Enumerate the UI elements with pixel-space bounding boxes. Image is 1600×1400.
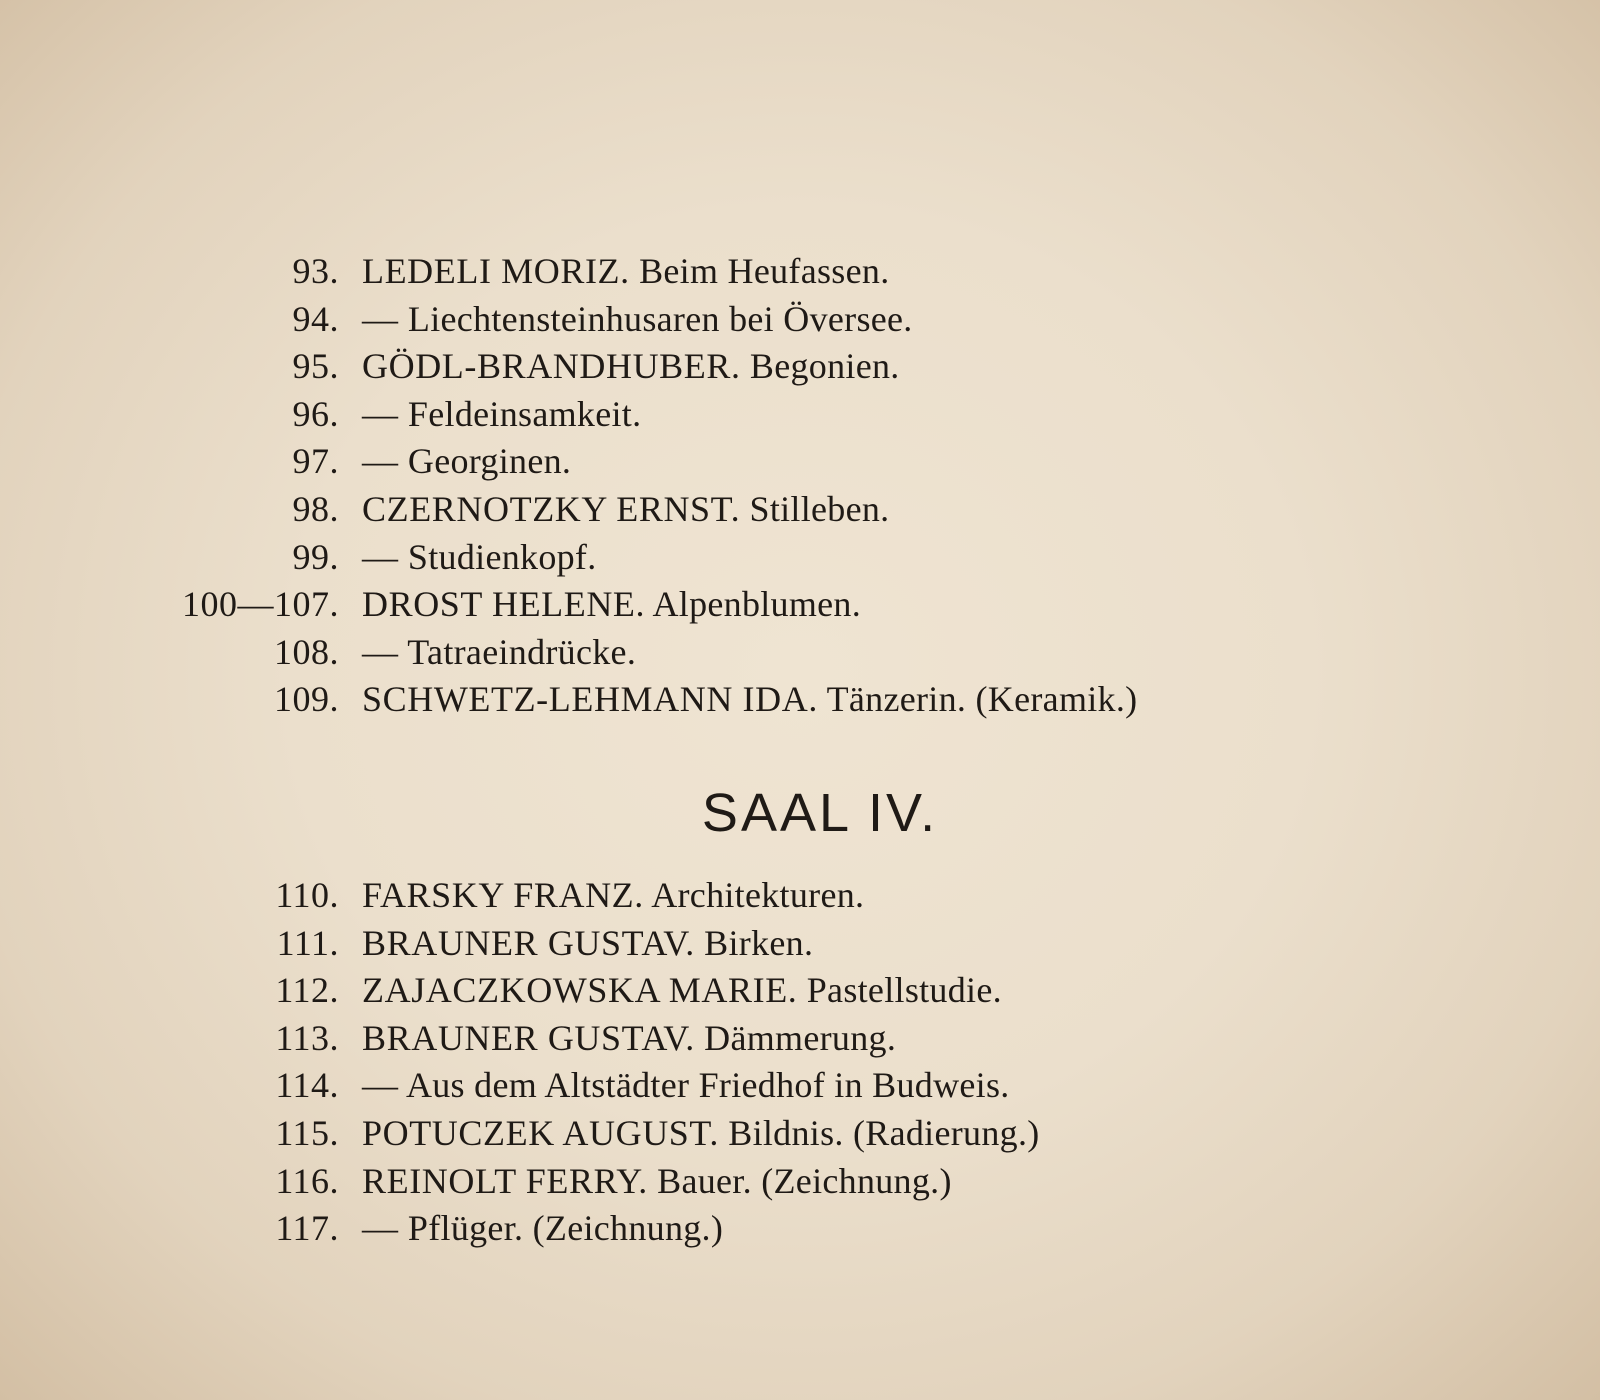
catalog-entry bbox=[0, 1015, 1600, 1063]
entry-title: Alpenblumen. bbox=[652, 584, 862, 625]
catalog-entry bbox=[0, 1110, 1600, 1158]
entry-text bbox=[362, 872, 864, 920]
entry-title: Tatraeindrücke. bbox=[407, 631, 637, 672]
entry-text bbox=[362, 1015, 896, 1063]
entry-number: 113. bbox=[275, 1017, 339, 1058]
entry-number: 115. bbox=[275, 1112, 339, 1153]
entry-artist: — bbox=[362, 298, 399, 339]
entry-artist: — bbox=[362, 1208, 399, 1249]
entry-artist: LEDELI MORIZ. bbox=[362, 251, 630, 291]
entry-text bbox=[362, 343, 900, 391]
entry-number: 114. bbox=[275, 1065, 339, 1106]
catalog-entry bbox=[0, 296, 1600, 344]
entry-number: 111. bbox=[276, 922, 339, 963]
catalog-list-room-4 bbox=[0, 872, 1600, 1253]
entry-artist: — bbox=[362, 1065, 399, 1106]
entry-title: Architekturen. bbox=[651, 875, 865, 915]
entry-text bbox=[362, 1110, 1040, 1158]
entry-text bbox=[362, 1205, 723, 1253]
entry-title: Beim Heufassen. bbox=[639, 251, 890, 291]
entry-text bbox=[362, 629, 636, 677]
entry-title: Pflüger. (Zeichnung.) bbox=[407, 1208, 724, 1249]
entry-number: 98. bbox=[292, 488, 339, 529]
entry-artist: — bbox=[362, 536, 399, 577]
entry-number: 95. bbox=[292, 346, 339, 387]
catalog-entry bbox=[0, 1205, 1600, 1253]
catalog-entry bbox=[0, 581, 1600, 629]
entry-number: 110. bbox=[275, 875, 339, 915]
entry-text bbox=[362, 438, 571, 486]
entry-text bbox=[362, 248, 890, 296]
entry-text bbox=[362, 1062, 1010, 1110]
catalog-entry bbox=[0, 872, 1600, 920]
catalog-entry bbox=[0, 1062, 1600, 1110]
catalog-entry bbox=[0, 391, 1600, 439]
entry-number: 117. bbox=[275, 1208, 339, 1249]
entry-title: Tänzerin. (Keramik.) bbox=[826, 679, 1138, 720]
entry-artist: SCHWETZ-LEHMANN IDA. bbox=[362, 679, 818, 720]
entry-title: Stilleben. bbox=[749, 488, 890, 529]
section-title: SAAL IV. bbox=[701, 783, 939, 843]
entry-number: 100—107. bbox=[182, 584, 339, 625]
entry-artist: — bbox=[362, 631, 399, 672]
entry-number: 108. bbox=[274, 631, 339, 672]
entry-number: 94. bbox=[292, 298, 339, 339]
entry-text bbox=[362, 967, 1002, 1015]
entry-number: 116. bbox=[275, 1160, 339, 1201]
entry-text bbox=[362, 486, 890, 534]
entry-artist: POTUCZEK AUGUST. bbox=[362, 1112, 719, 1153]
catalog-list-room-3 bbox=[0, 248, 1600, 724]
entry-title: Feldeinsamkeit. bbox=[407, 393, 642, 434]
entry-text bbox=[362, 920, 813, 968]
catalog-entry bbox=[0, 343, 1600, 391]
entry-text bbox=[362, 581, 861, 629]
entry-artist: CZERNOTZKY ERNST. bbox=[362, 488, 741, 529]
catalog-entry bbox=[0, 967, 1600, 1015]
entry-number: 99. bbox=[292, 536, 339, 577]
catalog-entry bbox=[0, 1158, 1600, 1206]
entry-artist: FARSKY FRANZ. bbox=[362, 875, 644, 915]
entry-text bbox=[362, 534, 597, 582]
entry-artist: REINOLT FERRY. bbox=[362, 1160, 648, 1201]
entry-title: Begonien. bbox=[749, 346, 900, 387]
entry-artist: — bbox=[362, 441, 399, 482]
catalog-entry bbox=[0, 438, 1600, 486]
entry-text bbox=[362, 1158, 952, 1206]
entry-text bbox=[362, 676, 1137, 724]
entry-title: Studienkopf. bbox=[407, 536, 597, 577]
entry-title: Dämmerung. bbox=[704, 1017, 897, 1058]
entry-number: 97. bbox=[292, 441, 339, 482]
catalog-entry bbox=[0, 534, 1600, 582]
entry-title: Bildnis. (Radierung.) bbox=[728, 1112, 1040, 1153]
entry-number: 109. bbox=[274, 679, 339, 720]
entry-artist: GÖDL-BRANDHUBER. bbox=[362, 346, 741, 387]
entry-title: Liechtensteinhusaren bei Översee. bbox=[407, 298, 913, 339]
entry-title: Birken. bbox=[704, 922, 814, 963]
catalog-entry bbox=[0, 248, 1600, 296]
entry-title: Bauer. (Zeichnung.) bbox=[657, 1160, 952, 1201]
entry-title: Aus dem Altstädter Friedhof in Budweis. bbox=[405, 1065, 1010, 1106]
entry-number: 96. bbox=[292, 393, 339, 434]
entry-artist: DROST HELENE. bbox=[362, 584, 646, 625]
entry-title: Pastellstudie. bbox=[806, 970, 1002, 1011]
catalog-entry bbox=[0, 920, 1600, 968]
entry-artist: BRAUNER GUSTAV. bbox=[362, 1017, 695, 1058]
entry-title: Georginen. bbox=[407, 441, 572, 482]
entry-number: 93. bbox=[292, 251, 339, 291]
entry-artist: ZAJACZKOWSKA MARIE. bbox=[362, 970, 798, 1011]
entry-number: 112. bbox=[275, 970, 339, 1011]
catalog-entry bbox=[0, 486, 1600, 534]
entry-text bbox=[362, 296, 913, 344]
entry-text bbox=[362, 391, 641, 439]
catalog-entry bbox=[0, 629, 1600, 677]
entry-artist: — bbox=[362, 393, 399, 434]
entry-artist: BRAUNER GUSTAV. bbox=[362, 922, 695, 963]
catalog-entry bbox=[0, 676, 1600, 724]
